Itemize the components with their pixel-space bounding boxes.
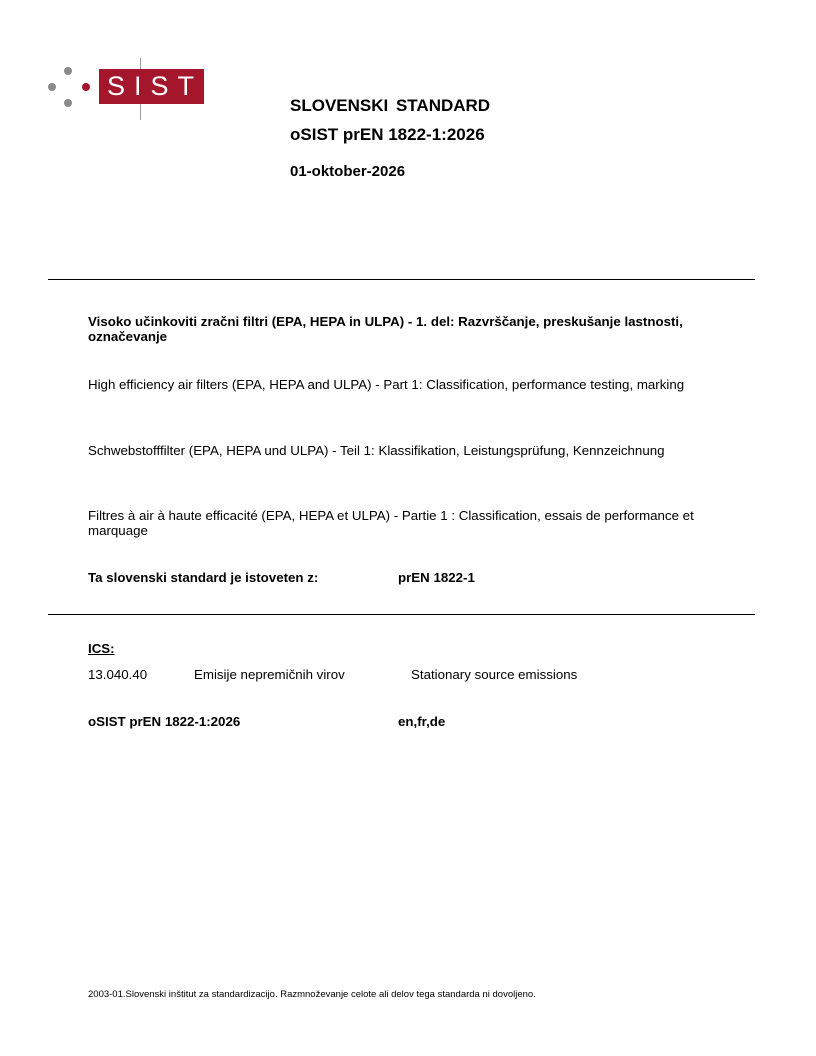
logo-dot-icon [48, 83, 56, 91]
reference-languages: en,fr,de [398, 714, 446, 729]
logo-dot-red-icon [82, 83, 90, 91]
top-rule [48, 279, 755, 280]
title-german: Schwebstofffilter (EPA, HEPA und ULPA) - Teil 1: Klassifikation, Leistungsprüfung, Kennzeichnung [88, 443, 665, 458]
standard-label: SLOVENSKI STANDARD [290, 96, 491, 115]
identity-label: Ta slovenski standard je istoveten z: [88, 570, 319, 585]
standard-date: 01-oktober-2026 [290, 163, 406, 180]
bottom-rule [48, 614, 755, 615]
reference-code: oSIST prEN 1822-1:2026 [88, 714, 241, 729]
logo-wordmark: SIST [99, 69, 204, 104]
title-english: High efficiency air filters (EPA, HEPA and ULPA) - Part 1: Classification, performance testing, marking [88, 377, 685, 392]
ics-description-sl: Emisije nepremičnih virov [194, 667, 345, 682]
ics-code: 13.040.40 [88, 667, 148, 682]
logo-dot-icon [64, 99, 72, 107]
ics-heading: ICS: [88, 641, 115, 656]
identity-value: prEN 1822-1 [398, 570, 475, 585]
standard-code: oSIST prEN 1822-1:2026 [290, 125, 485, 144]
copyright-footer: 2003-01.Slovenski inštitut za standardizacijo. Razmnoževanje celote ali delov tega standarda ni dovoljeno. [88, 989, 536, 1000]
ics-description-en: Stationary source emissions [411, 667, 578, 682]
logo-dot-icon [64, 67, 72, 75]
sist-logo [48, 58, 208, 120]
title-french: Filtres à air à haute efficacité (EPA, HEPA et ULPA) - Partie 1 : Classification, essais de performance et marquage [88, 508, 694, 538]
title-slovenian: Visoko učinkoviti zračni filtri (EPA, HEPA in ULPA) - 1. del: Razvrščanje, preskušanje lastnosti, označevanje [88, 314, 683, 344]
